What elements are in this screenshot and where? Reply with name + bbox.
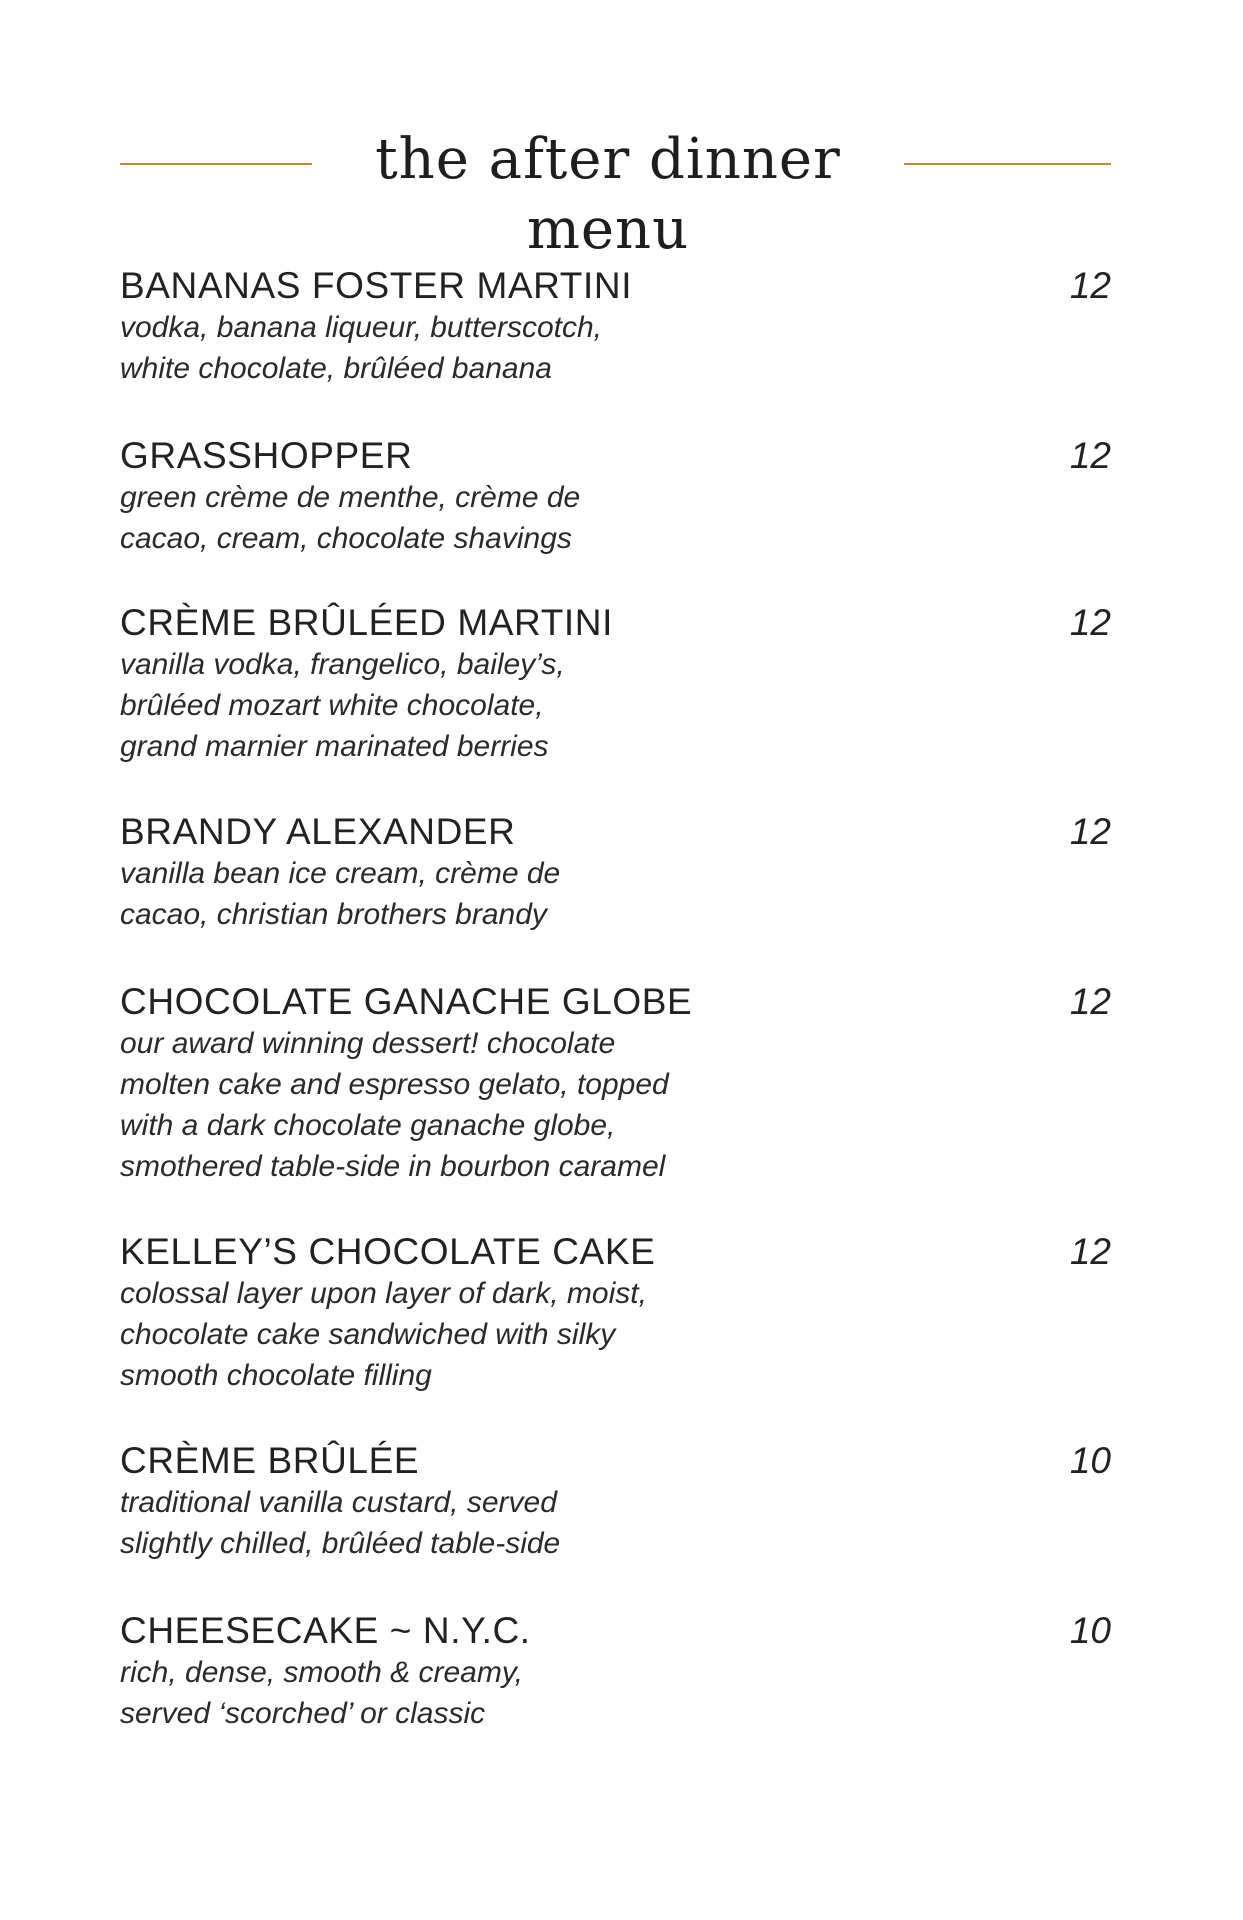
description-line: chocolate cake sandwiched with silky <box>120 1318 616 1351</box>
description-line: brûléed mozart white chocolate, <box>120 689 544 722</box>
item-name: GRASSHOPPER <box>120 435 413 476</box>
item-price: 12 <box>1069 602 1111 643</box>
item-description <box>120 477 1111 559</box>
menu-item-grasshopper <box>120 434 1111 559</box>
description-line: white chocolate, brûléed banana <box>120 352 552 385</box>
description-line: with a dark chocolate ganache globe, <box>120 1109 616 1142</box>
item-name: CRÈME BRÛLÉE <box>120 1440 420 1481</box>
menu-title: the after dinner menu <box>375 127 841 262</box>
item-description <box>120 307 1111 389</box>
description-line: grand marnier marinated berries <box>120 730 549 763</box>
item-name: BANANAS FOSTER MARTINI <box>120 265 633 306</box>
description-line: vanilla bean ice cream, crème de <box>120 857 561 890</box>
menu-item-cheesecake-nyc <box>120 1609 1111 1734</box>
item-description <box>120 1273 1111 1396</box>
item-description <box>120 1652 1111 1734</box>
menu-item-bananas-foster-martini <box>120 264 1111 389</box>
description-line: smothered table-side in bourbon caramel <box>120 1150 666 1183</box>
header-rule-left <box>120 163 312 165</box>
description-line: cacao, cream, chocolate shavings <box>120 522 572 555</box>
menu-item-kelleys-chocolate-cake <box>120 1230 1111 1396</box>
item-description <box>120 1023 1111 1187</box>
item-price: 12 <box>1069 265 1111 306</box>
item-name: KELLEY’S CHOCOLATE CAKE <box>120 1231 656 1272</box>
description-line: colossal layer upon layer of dark, moist, <box>120 1277 647 1310</box>
description-line: our award winning dessert! chocolate <box>120 1027 616 1060</box>
item-price: 10 <box>1069 1440 1111 1481</box>
description-line: smooth chocolate filling <box>120 1359 432 1392</box>
description-line: served ‘scorched’ or classic <box>120 1697 486 1730</box>
description-line: vanilla vodka, frangelico, bailey’s, <box>120 648 565 681</box>
header-rule-right <box>904 163 1111 165</box>
item-name: CRÈME BRÛLÉED MARTINI <box>120 602 613 643</box>
menu-item-brandy-alexander <box>120 810 1111 935</box>
item-price: 12 <box>1069 1231 1111 1272</box>
item-price: 12 <box>1069 435 1111 476</box>
menu-item-chocolate-ganache-globe <box>120 980 1111 1187</box>
description-line: vodka, banana liqueur, butterscotch, <box>120 311 602 344</box>
item-name: CHOCOLATE GANACHE GLOBE <box>120 981 693 1022</box>
item-name: CHEESECAKE ~ N.Y.C. <box>120 1610 531 1651</box>
description-line: cacao, christian brothers brandy <box>120 898 547 931</box>
item-price: 12 <box>1069 811 1111 852</box>
description-line: slightly chilled, brûléed table-side <box>120 1527 561 1560</box>
item-price: 10 <box>1069 1610 1111 1651</box>
menu-item-creme-bruleed-martini <box>120 601 1111 767</box>
description-line: molten cake and espresso gelato, topped <box>120 1068 669 1101</box>
description-line: rich, dense, smooth & creamy, <box>120 1656 523 1689</box>
description-line: green crème de menthe, crème de <box>120 481 581 514</box>
menu-header <box>0 125 1243 262</box>
item-name: BRANDY ALEXANDER <box>120 811 516 852</box>
item-description <box>120 644 1111 767</box>
item-description <box>120 1482 1111 1564</box>
item-description <box>120 853 1111 935</box>
item-price: 12 <box>1069 981 1111 1022</box>
menu-item-creme-brulee <box>120 1439 1111 1564</box>
description-line: traditional vanilla custard, served <box>120 1486 557 1519</box>
